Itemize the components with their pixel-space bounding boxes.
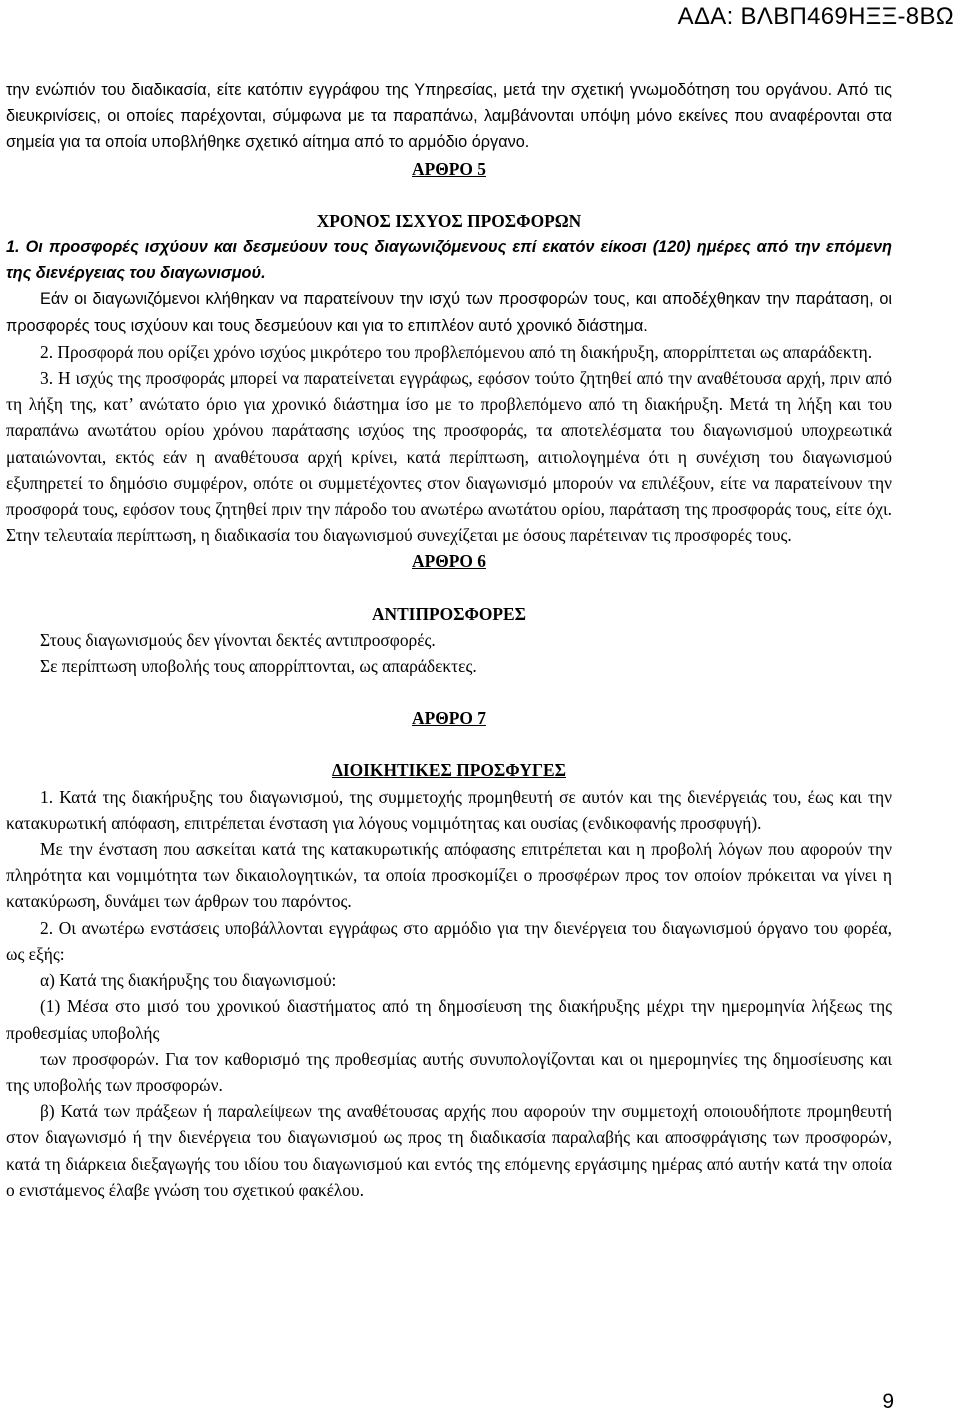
article-6-number: ΑΡΘΡΟ 6: [412, 551, 486, 572]
article-7-p4: α) Κατά της διακήρυξης του διαγωνισμού:: [40, 970, 337, 991]
spacer: [6, 575, 892, 601]
article-5-p1-bold: 1. Οι προσφορές ισχύουν και δεσμεύουν τους διαγωνιζόμενους επί εκατόν είκοσι (120) ημέρες από την επόμενη της διενέργειας του διαγωνισμού.: [6, 238, 892, 283]
article-5-p1-cont: Εάν οι διαγωνιζόμενοι κλήθηκαν να παρατείνουν την ισχύ των προσφορών τους, και αποδέχθηκαν την παράταση, οι προσφορές τους ισχύουν και τους δεσμεύουν και για το επιπλέον αυτό χρονικό διάστημα.: [6, 290, 892, 335]
spacer: [6, 731, 892, 757]
article-6: [6, 548, 892, 705]
article-7-p3: 2. Οι ανωτέρω ενστάσεις υποβάλλονται εγγράφως στο αρμόδιο για την διενέργεια του διαγωνισμού όργανο του φορέα, ως εξής:: [6, 917, 892, 964]
article-5-body: [6, 234, 892, 339]
article-6-title: ΑΝΤΙΠΡΟΣΦΟΡΕΣ: [371, 603, 527, 624]
article-6-line1: Στους διαγωνισμούς δεν γίνονται δεκτές αντιπροσφορές.: [40, 629, 436, 650]
article-5-p3: 3. Η ισχύς της προσφοράς μπορεί να παρατείνεται εγγράφως, εφόσον τούτο ζητηθεί από την αναθέτουσα αρχή, πριν από τη λήξη της, κατ’ ανώτατο όριο για χρονικό διάστημα ίσο με το προβλεπόμενο από τη διακήρυξη. Μετά τη λήξη και του παραπάνω ανωτάτου ορίου χρόνου παράτασης ισχύος της προσφοράς, τα αποτελέσματα του διαγωνισμού υποχρεωτικά ματαιώνονται, εκτός εάν η αναθέτουσα αρχή κρίνει, κατά περίπτωση, αιτιολογημένα ότι η συνέχιση του διαγωνισμού εξυπηρετεί το δημόσιο συμφέρον, οπότε οι συμμετέχοντες στον διαγωνισμό μπορούν να επιλέξουν, είτε να παρατείνουν την προσφορά τους, εφόσον τους ζητηθεί πριν την πάροδο του ανωτέρω ανωτάτου ορίου, παράταση της προσφοράς τους, είτε όχι. Στην τελευταία περίπτωση, η διαδικασία του διαγωνισμού συνεχίζεται με όσους παρέτειναν τις προσφορές τους.: [6, 368, 892, 546]
article-7-p6: των προσφορών. Για τον καθορισμό της προθεσμίας αυτής συνυπολογίζονται και οι ημερομηνίες της δημοσίευσης και της υποβολής των προσφορών.: [6, 1048, 892, 1095]
article-6-line2: Σε περίπτωση υποβολής τους απορρίπτονται, ως απαράδεκτες.: [40, 656, 477, 677]
intro-paragraph: την ενώπιόν του διαδικασία, είτε κατόπιν εγγράφου της Υπηρεσίας, μετά την σχετική γνωμοδότηση του οργάνου. Από τις διευκρινίσεις, οι οποίες παρέχονται, σύμφωνα με τα παραπάνω, λαμβάνονται υπόψη μόνο εκείνες που αναφέρονται στα σημεία για τα οποία υποβλήθηκε σχετικό αίτημα από το αρμόδιο όργανο.: [6, 81, 892, 152]
article-7-number: ΑΡΘΡΟ 7: [412, 708, 486, 729]
page-number: 9: [882, 1390, 894, 1413]
ada-code: ΑΔΑ: ΒΛΒΠ469ΗΞΞ-8ΒΩ: [677, 3, 954, 30]
spacer: [6, 182, 892, 208]
article-7-title: ΔΙΟΙΚΗΤΙΚΕΣ ΠΡΟΣΦΥΓΕΣ: [331, 760, 567, 781]
article-5-p2: 2. Προσφορά που ορίζει χρόνο ισχύος μικρότερο του προβλεπόμενου από τη διακήρυξη, απορρίπτεται ως απαράδεκτη.: [40, 341, 873, 362]
article-7: [6, 705, 892, 1203]
article-5-title: ΧΡΟΝΟΣ ΙΣΧΥΟΣ ΠΡΟΣΦΟΡΩΝ: [316, 210, 582, 231]
article-5-number: ΑΡΘΡΟ 5: [412, 158, 486, 179]
article-7-p1: 1. Κατά της διακήρυξης του διαγωνισμού, της συμμετοχής προμηθευτή σε αυτόν και της διενέργειάς του, έως και την κατακυρωτική απόφαση, επιτρέπεται ένσταση για λόγους νομιμότητας και ουσίας (ενδικοφανής προσφυγή).: [6, 786, 892, 833]
document-body: [6, 77, 892, 1203]
article-5: [6, 156, 892, 234]
intro-section: [6, 77, 892, 156]
article-7-p2: Με την ένσταση που ασκείται κατά της κατακυρωτικής απόφασης επιτρέπεται και η προβολή λόγων που αφορούν την πληρότητα και νομιμότητα των δικαιολογητικών, τα οποία προσκομίζει ο προσφέρων προς τον οποίον πρόκειται να γίνει η κατακύρωση, δυνάμει των άρθρων του παρόντος.: [6, 839, 892, 912]
article-7-p7: β) Κατά των πράξεων ή παραλείψεων της αναθέτουσας αρχής που αφορούν την συμμετοχή οποιουδήποτε προμηθευτή στον διαγωνισμό ή την διενέργεια του διαγωνισμού ως προς τη διαδικασία παραλαβής και αποσφράγισης των προσφορών, κατά τη διάρκεια διεξαγωγής του ιδίου του διαγωνισμού και εντός της επόμενης εργάσιμης ημέρας από αυτήν κατά την οποία ο ενιστάμενος έλαβε γνώση του σχετικού φακέλου.: [6, 1101, 892, 1200]
article-5-body-serif: [6, 339, 892, 549]
article-7-p5: (1) Μέσα στο μισό του χρονικού διαστήματος από τη δημοσίευση της διακήρυξης μέχρι την ημερομηνία λήξεως της προθεσμίας υποβολής: [6, 996, 892, 1043]
spacer: [6, 679, 892, 705]
